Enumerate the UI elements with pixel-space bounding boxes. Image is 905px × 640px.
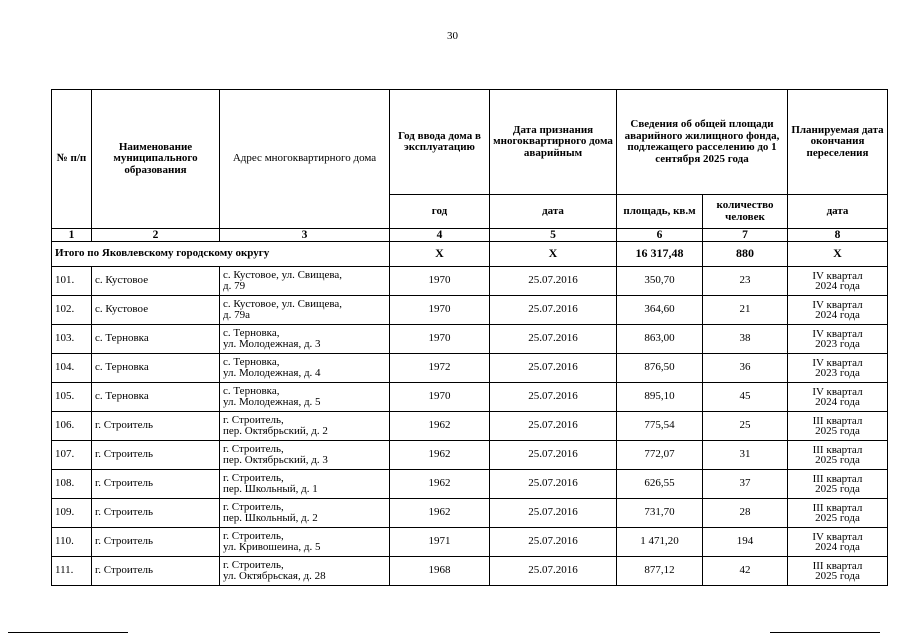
row-people: 36: [703, 354, 788, 383]
row-area: 1 471,20: [617, 528, 703, 557]
row-year: 1962: [390, 412, 490, 441]
row-municipality: с. Кустовое: [92, 267, 220, 296]
row-date: 25.07.2016: [490, 412, 617, 441]
row-planned-term-line-2: 2025 года: [815, 512, 860, 524]
row-planned-term-line-1: III квартал: [812, 559, 863, 572]
subheader-date: дата: [490, 195, 617, 229]
row-number: 102.: [52, 296, 92, 325]
row-municipality: г. Строитель: [92, 499, 220, 528]
row-address: [220, 528, 390, 557]
row-address-line-1: с. Кустовое, ул. Свищева,: [223, 297, 343, 310]
row-address-line-2: д. 79: [223, 280, 246, 292]
table-row: [52, 441, 888, 470]
row-date: 25.07.2016: [490, 267, 617, 296]
row-area: 364,60: [617, 296, 703, 325]
row-area: 877,12: [617, 557, 703, 586]
row-planned-term-line-1: IV квартал: [812, 327, 863, 340]
row-area: 775,54: [617, 412, 703, 441]
row-date: 25.07.2016: [490, 528, 617, 557]
row-number: 109.: [52, 499, 92, 528]
row-address-line-2: ул. Молодежная, д. 5: [223, 396, 321, 408]
row-planned-term-line-2: 2024 года: [815, 396, 860, 408]
row-address-line-2: пер. Октябрьский, д. 2: [223, 425, 328, 437]
column-number: 8: [788, 229, 888, 242]
row-planned-term: [788, 557, 888, 586]
row-date: 25.07.2016: [490, 383, 617, 412]
row-planned-term: [788, 499, 888, 528]
row-planned-term-line-1: IV квартал: [812, 298, 863, 311]
row-address-line-2: пер. Школьный, д. 1: [223, 483, 318, 495]
row-address-line-1: г. Строитель,: [223, 500, 284, 513]
subheader-area: площадь, кв.м: [617, 195, 703, 229]
total-planned: Х: [788, 242, 888, 267]
column-number: 5: [490, 229, 617, 242]
row-number: 101.: [52, 267, 92, 296]
header-municipality: Наименование муниципального образования: [92, 90, 220, 229]
column-number: 1: [52, 229, 92, 242]
row-municipality: г. Строитель: [92, 528, 220, 557]
row-year: 1962: [390, 499, 490, 528]
row-date: 25.07.2016: [490, 325, 617, 354]
row-planned-term-line-2: 2024 года: [815, 541, 860, 553]
row-address-line-2: ул. Октябрьская, д. 28: [223, 570, 326, 582]
row-planned-term-line-1: III квартал: [812, 472, 863, 485]
row-number: 106.: [52, 412, 92, 441]
row-people: 25: [703, 412, 788, 441]
row-planned-term: [788, 383, 888, 412]
header-planned-date: Планируемая дата окончания переселения: [788, 90, 888, 195]
table-row: [52, 354, 888, 383]
table-row: [52, 412, 888, 441]
row-planned-term: [788, 354, 888, 383]
row-year: 1968: [390, 557, 490, 586]
row-number: 104.: [52, 354, 92, 383]
column-number: 3: [220, 229, 390, 242]
row-municipality: с. Терновка: [92, 325, 220, 354]
header-row: [52, 90, 888, 195]
total-area: 16 317,48: [617, 242, 703, 267]
subheader-people: количество человек: [703, 195, 788, 229]
row-year: 1970: [390, 325, 490, 354]
row-number: 105.: [52, 383, 92, 412]
row-address-line-2: пер. Октябрьский, д. 3: [223, 454, 328, 466]
row-address-line-2: ул. Молодежная, д. 3: [223, 338, 321, 350]
row-municipality: г. Строитель: [92, 441, 220, 470]
table-row: [52, 325, 888, 354]
footer-rule-left: [8, 632, 128, 633]
total-row: [52, 242, 888, 267]
row-number: 107.: [52, 441, 92, 470]
row-address-line-2: пер. Школьный, д. 2: [223, 512, 318, 524]
row-area: 863,00: [617, 325, 703, 354]
total-label: Итого по Яковлевскому городскому округу: [52, 242, 390, 267]
row-year: 1972: [390, 354, 490, 383]
row-municipality: г. Строитель: [92, 557, 220, 586]
column-number: 4: [390, 229, 490, 242]
row-number: 103.: [52, 325, 92, 354]
row-address-line-1: г. Строитель,: [223, 471, 284, 484]
row-planned-term-line-2: 2025 года: [815, 425, 860, 437]
row-people: 45: [703, 383, 788, 412]
row-address: [220, 470, 390, 499]
row-people: 42: [703, 557, 788, 586]
row-address-line-2: ул. Молодежная, д. 4: [223, 367, 321, 379]
row-address-line-2: д. 79а: [223, 309, 250, 321]
total-people: 880: [703, 242, 788, 267]
row-planned-term-line-2: 2025 года: [815, 454, 860, 466]
row-planned-term-line-2: 2024 года: [815, 280, 860, 292]
row-date: 25.07.2016: [490, 296, 617, 325]
row-planned-term-line-2: 2023 года: [815, 338, 860, 350]
row-planned-term-line-1: IV квартал: [812, 269, 863, 282]
row-date: 25.07.2016: [490, 470, 617, 499]
row-planned-term: [788, 441, 888, 470]
row-year: 1970: [390, 296, 490, 325]
header-address: Адрес многоквартирного дома: [220, 90, 390, 229]
row-address-line-1: с. Кустовое, ул. Свищева,: [223, 268, 343, 281]
row-number: 108.: [52, 470, 92, 499]
row-address: [220, 557, 390, 586]
row-area: 772,07: [617, 441, 703, 470]
row-area: 626,55: [617, 470, 703, 499]
row-people: 28: [703, 499, 788, 528]
row-area: 731,70: [617, 499, 703, 528]
row-municipality: с. Терновка: [92, 383, 220, 412]
row-municipality: г. Строитель: [92, 470, 220, 499]
row-address-line-1: с. Терновка,: [223, 326, 280, 339]
row-date: 25.07.2016: [490, 441, 617, 470]
row-address-line-1: г. Строитель,: [223, 529, 284, 542]
row-people: 23: [703, 267, 788, 296]
row-people: 21: [703, 296, 788, 325]
row-date: 25.07.2016: [490, 354, 617, 383]
row-planned-term-line-1: III квартал: [812, 443, 863, 456]
row-planned-term-line-2: 2025 года: [815, 570, 860, 582]
row-date: 25.07.2016: [490, 557, 617, 586]
column-number-row: [52, 229, 888, 242]
table-row: [52, 267, 888, 296]
row-address: [220, 267, 390, 296]
row-number: 111.: [52, 557, 92, 586]
row-people: 38: [703, 325, 788, 354]
row-people: 31: [703, 441, 788, 470]
row-address: [220, 296, 390, 325]
row-area: 895,10: [617, 383, 703, 412]
footer-rule-right: [770, 632, 880, 633]
table-row: [52, 528, 888, 557]
header-emergency-date: Дата признания многоквартирного дома аварийным: [490, 90, 617, 195]
row-address-line-1: г. Строитель,: [223, 558, 284, 571]
row-planned-term-line-1: III квартал: [812, 414, 863, 427]
row-year: 1970: [390, 267, 490, 296]
page-number: 30: [447, 30, 458, 42]
row-year: 1970: [390, 383, 490, 412]
row-planned-term-line-2: 2024 года: [815, 309, 860, 321]
row-planned-term: [788, 528, 888, 557]
row-address: [220, 354, 390, 383]
row-date: 25.07.2016: [490, 499, 617, 528]
row-area: 350,70: [617, 267, 703, 296]
column-number: 7: [703, 229, 788, 242]
subheader-planned: дата: [788, 195, 888, 229]
row-year: 1962: [390, 470, 490, 499]
total-date: Х: [490, 242, 617, 267]
row-address-line-2: ул. Кривошеина, д. 5: [223, 541, 321, 553]
column-number: 2: [92, 229, 220, 242]
row-planned-term-line-1: IV квартал: [812, 385, 863, 398]
row-planned-term: [788, 325, 888, 354]
header-year-built: Год ввода дома в эксплуатацию: [390, 90, 490, 195]
row-people: 194: [703, 528, 788, 557]
table-row: [52, 383, 888, 412]
column-number: 6: [617, 229, 703, 242]
row-planned-term-line-1: IV квартал: [812, 356, 863, 369]
row-address-line-1: с. Терновка,: [223, 384, 280, 397]
row-year: 1962: [390, 441, 490, 470]
row-planned-term: [788, 470, 888, 499]
row-address: [220, 499, 390, 528]
row-municipality: с. Терновка: [92, 354, 220, 383]
row-address-line-1: с. Терновка,: [223, 355, 280, 368]
row-planned-term-line-2: 2023 года: [815, 367, 860, 379]
row-address: [220, 441, 390, 470]
row-address: [220, 325, 390, 354]
row-planned-term-line-2: 2025 года: [815, 483, 860, 495]
row-municipality: г. Строитель: [92, 412, 220, 441]
row-address: [220, 383, 390, 412]
row-planned-term-line-1: IV квартал: [812, 530, 863, 543]
header-num: № п/п: [52, 90, 92, 229]
row-planned-term: [788, 267, 888, 296]
emergency-housing-table: [51, 89, 888, 586]
row-address-line-1: г. Строитель,: [223, 413, 284, 426]
table-row: [52, 296, 888, 325]
table-row: [52, 470, 888, 499]
table-row: [52, 499, 888, 528]
row-people: 37: [703, 470, 788, 499]
row-planned-term-line-1: III квартал: [812, 501, 863, 514]
row-address-line-1: г. Строитель,: [223, 442, 284, 455]
row-municipality: с. Кустовое: [92, 296, 220, 325]
header-area-info: Сведения об общей площади аварийного жилищного фонда, подлежащего расселению до 1 сентября 2025 года: [617, 90, 788, 195]
row-number: 110.: [52, 528, 92, 557]
total-year: Х: [390, 242, 490, 267]
row-area: 876,50: [617, 354, 703, 383]
row-address: [220, 412, 390, 441]
row-planned-term: [788, 412, 888, 441]
table-row: [52, 557, 888, 586]
row-year: 1971: [390, 528, 490, 557]
subheader-year: год: [390, 195, 490, 229]
row-planned-term: [788, 296, 888, 325]
